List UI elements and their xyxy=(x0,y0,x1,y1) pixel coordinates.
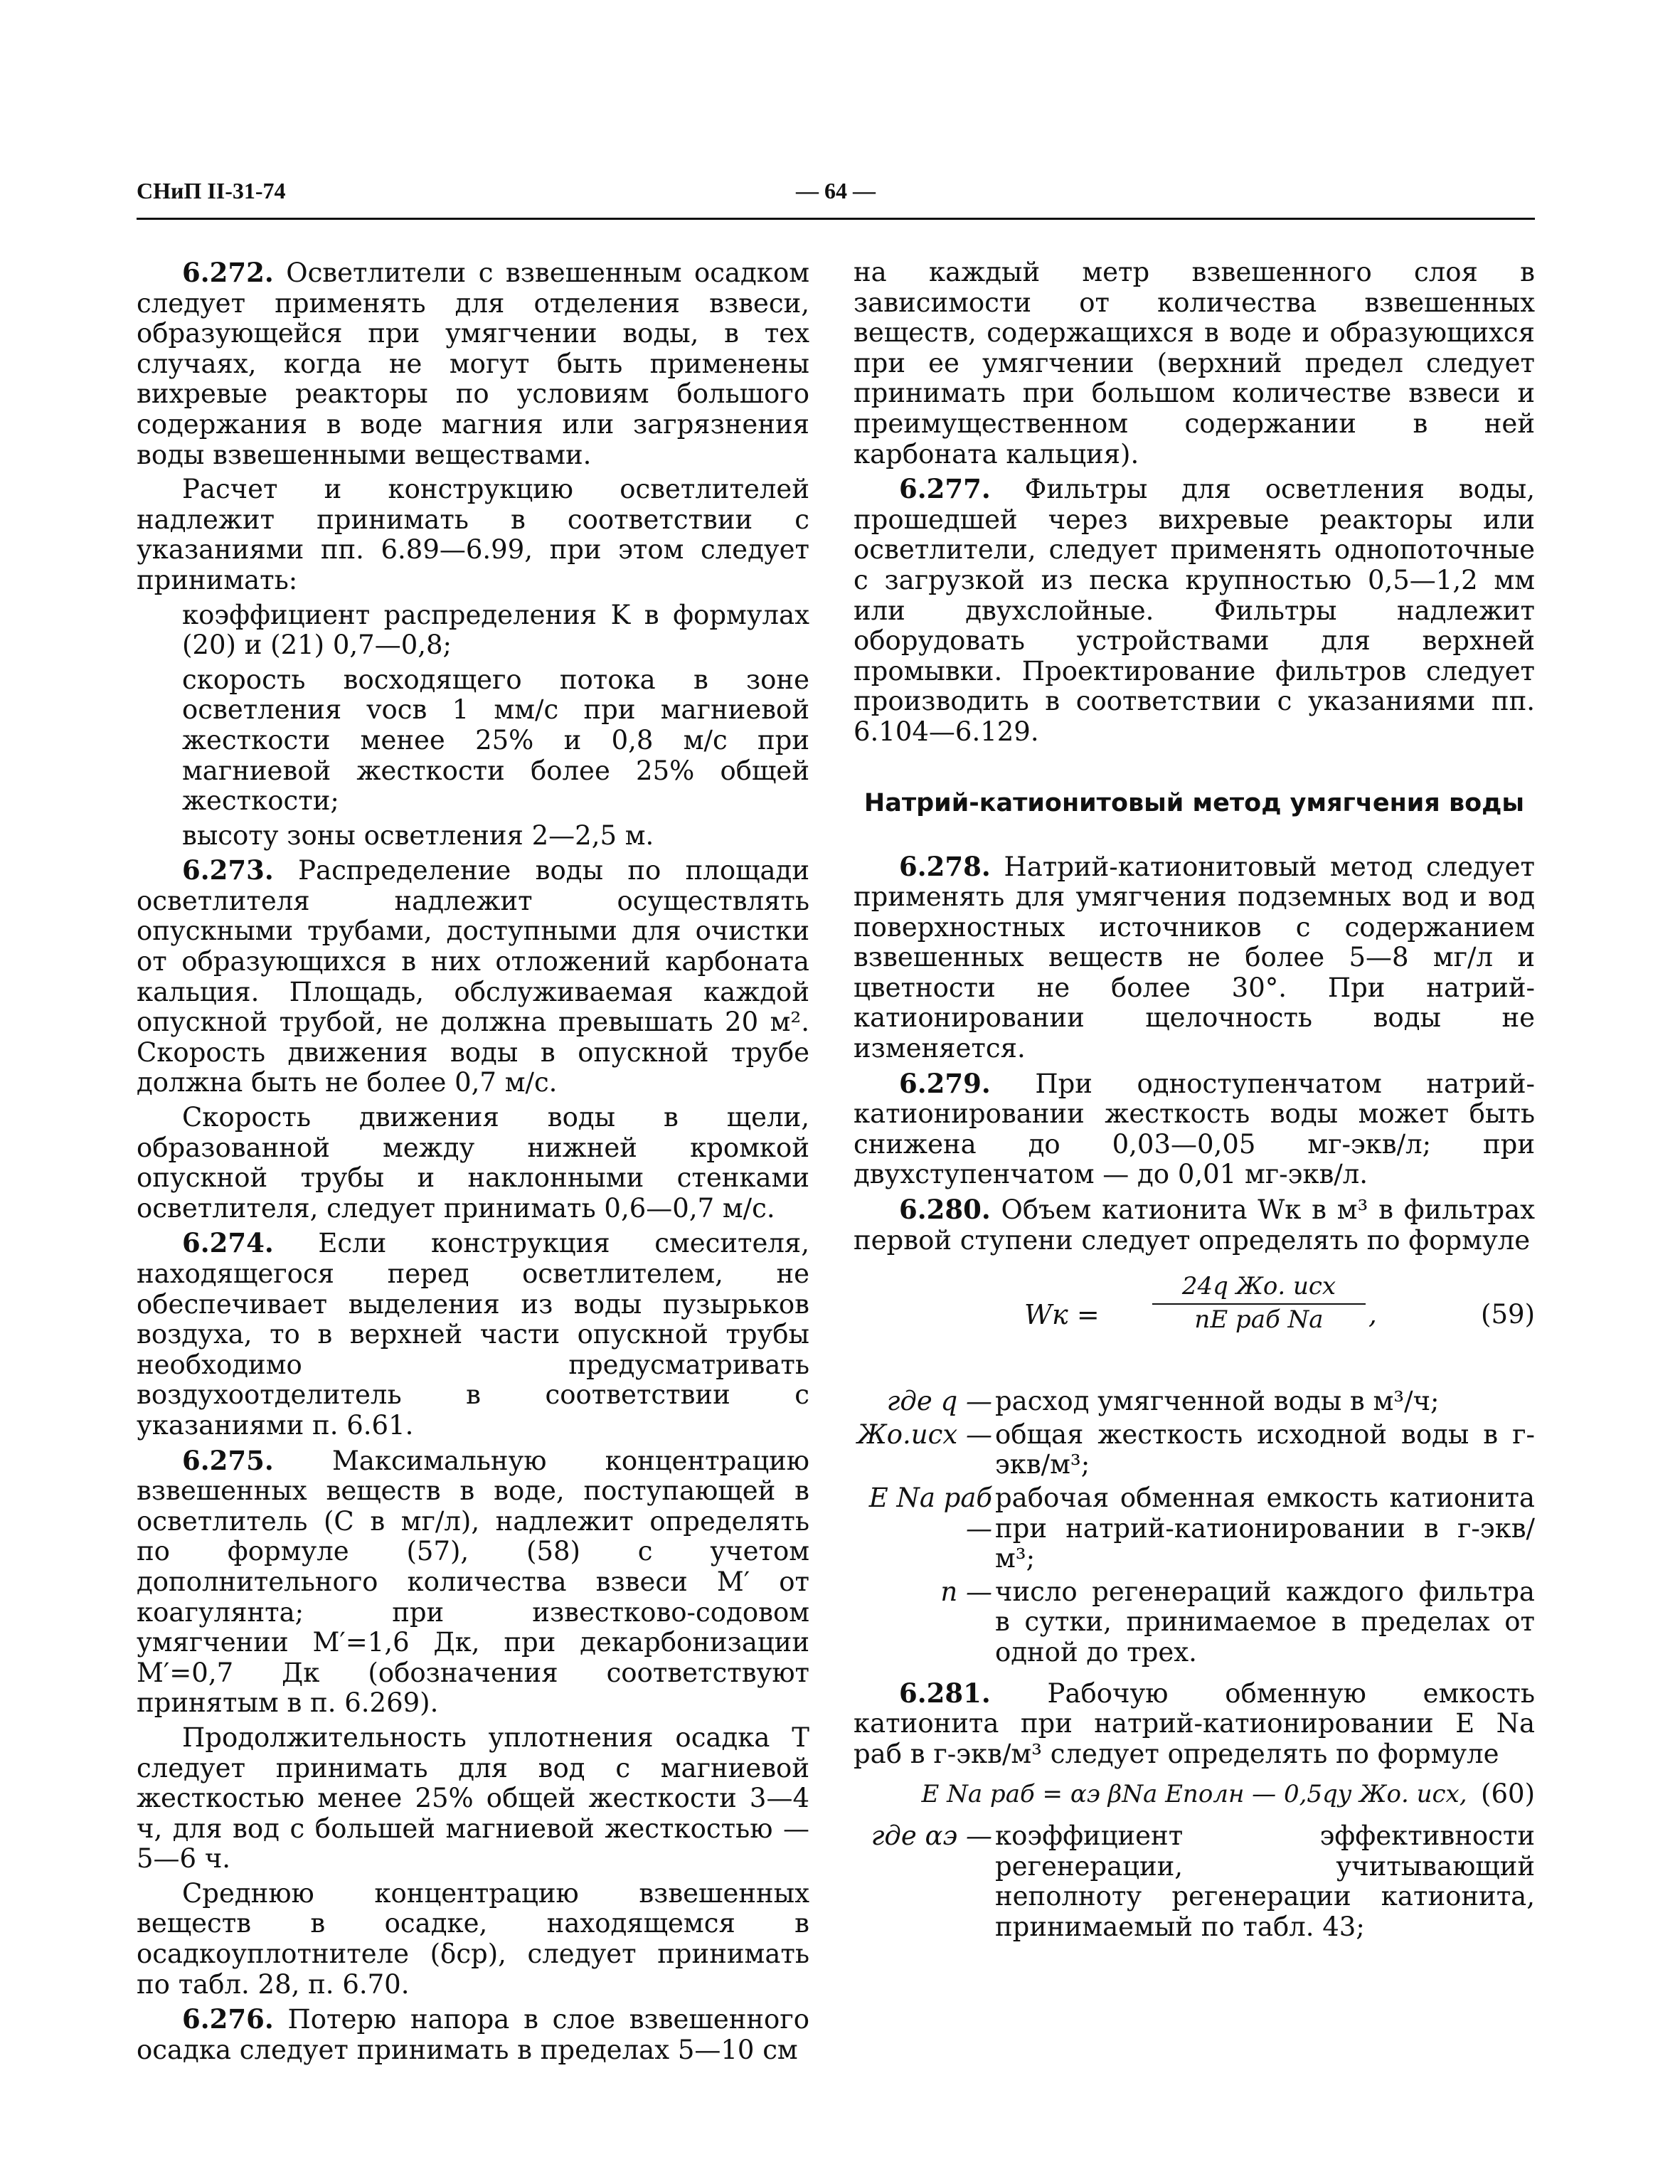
paragraph: 6.279. При одноступенчатом натрий-катионировании жесткость воды может быть снижена до 0,03—0,05 мг-экв/л; при двухступенчатом — до 0,01 мг-экв/л. xyxy=(854,1067,1535,1190)
definition-item: Жо.исх — общая жесткость исходной воды в г-экв/м³; xyxy=(857,1419,1535,1480)
formula-suffix: , xyxy=(1368,1299,1377,1330)
paragraph: Скорость движения воды в щели, образованной между нижней кромкой опускной трубы и наклонными стенками осветлителя, следует принимать 0,6—0,7 м/с. xyxy=(137,1102,809,1224)
paragraph: 6.273. Распределение воды по площади осветлителя надлежит осуществлять опускными трубами, доступными для очистки от образующихся в них отложений карбоната кальция. Площадь, обслуживаемая каждой опускной трубой, не должна превышать 20 м². Скорость движения воды в опускной трубе должна быть не более 0,7 м/с. xyxy=(137,854,809,1098)
paragraph: скорость восходящего потока в зоне осветления vосв 1 мм/с при магниевой жесткости менее 25% и 0,8 м/с при магниевой жесткости более 25% общей жесткости; xyxy=(182,664,809,817)
paragraph: коэффициент распределения K в формулах (20) и (21) 0,7—0,8; xyxy=(182,599,809,661)
formula-expression: E Na раб = αэ βNa Eполн — 0,5qу Жо. исх, xyxy=(921,1780,1467,1809)
paragraph: 6.272. Осветлители с взвешенным осадком следует применять для отделения взвеси, образующейся при умягчении воды, в тех случаях, когда не могут быть применены вихревые реакторы по условиям большого содержания в воде магния или загрязнения воды взвешенными веществами. xyxy=(137,257,809,470)
paragraph: 6.278. Натрий-катионитовый метод следует применять для умягчения подземных вод и вод поверхностных источников с содержанием взвешенных веществ не более 5—8 мг/л и цветности не более 30°. При натрий-катионировании щелочность воды не изменяется. xyxy=(854,850,1535,1064)
formula-60 xyxy=(854,1779,1535,1810)
paragraph: Расчет и конструкцию осветлителей надлежит принимать в соответствии с указаниями пп. 6.89—6.99, при этом следует принимать: xyxy=(137,474,809,595)
definition-item: где αэ — коэффициент эффективности регенерации, учитывающий неполноту регенерации катионита, принимаемый по табл. 43; xyxy=(871,1820,1535,1942)
paragraph: 6.280. Объем катионита Wк в м³ в фильтрах первой ступени следует определять по формуле xyxy=(854,1194,1535,1256)
paragraph: высоту зоны осветления 2—2,5 м. xyxy=(182,820,654,851)
formula-numerator: 24q Жо. исх xyxy=(1152,1271,1366,1305)
definitions-60 xyxy=(854,1821,1535,1942)
page-number: — 64 — xyxy=(796,178,876,203)
equation-number: (59) xyxy=(1481,1299,1535,1330)
paragraph: 6.274. Если конструкция смесителя, находящегося перед осветлителем, не обеспечивает выделения из воды пузырьков воздуха, то в верхней части опускной трубы необходимо предусматривать воздухоотделитель в соответствии с указаниями п. 6.61. xyxy=(137,1227,809,1441)
right-column xyxy=(854,258,1535,1945)
equation-number: (60) xyxy=(1481,1779,1535,1810)
paragraph: 6.281. Рабочую обменную емкость катионита при натрий-катионировании E Na раб в г-экв/м³ следует определять по формуле xyxy=(854,1677,1536,1769)
formula-fraction xyxy=(1152,1271,1366,1335)
paragraph: 6.277. Фильтры для осветления воды, прошедшей через вихревые реакторы или осветлители, следует применять однопоточные с загрузкой из песка крупностью 0,5—1,2 мм или двухслойные. Фильтры надлежит оборудовать устройствами для верхней промывки. Проектирование фильтров следует производить в соответствии с указаниями пп. 6.104—6.129. xyxy=(854,473,1535,747)
paragraph: на каждый метр взвешенного слоя в зависимости от количества взвешенных веществ, содержащихся в воде и образующихся при ее умягчении (верхний предел следует принимать при большом количестве взвеси и преимущественном содержании в ней карбоната кальция). xyxy=(854,257,1535,470)
section-title: Натрий-катионитовый метод умягчения воды xyxy=(863,788,1525,817)
formula-59 xyxy=(854,1266,1535,1372)
paragraph: Среднюю концентрацию взвешенных веществ в осадке, находящемся в осадкоуплотнителе (δср), следует принимать по табл. 28, п. 6.70. xyxy=(137,1877,809,2000)
formula-lhs: Wк = xyxy=(1024,1299,1100,1331)
document-code: СНиП II-31-74 xyxy=(137,178,286,203)
paragraph: Продолжительность уплотнения осадка T следует принимать для вод с магниевой жесткостью менее 25% общей жесткости 3—4 ч, для вод с большей магниевой жесткостью — 5—6 ч. xyxy=(137,1722,809,1875)
left-column xyxy=(137,258,809,2069)
page-header xyxy=(137,178,1535,220)
definitions-59 xyxy=(854,1387,1535,1668)
definition-item: E Na раб — рабочая обменная емкость катионита при натрий-катионировании в г-экв/м³; xyxy=(868,1483,1535,1574)
paragraph: 6.275. Максимальную концентрацию взвешенных веществ в воде, поступающей в осветлитель (C в мг/л), надлежит определять по формуле (57), (58) с учетом дополнительного количества взвеси M′ от коагулянта; при известково-содовом умягчении M′=1,6 Дк, при декарбонизации M′=0,7 Дк (обозначения соответствуют принятым в п. 6.269). xyxy=(137,1444,809,1719)
formula-denominator: nE раб Na xyxy=(1194,1305,1324,1334)
definition-item: n — число регенераций каждого фильтра в сутки, принимаемое в пределах от одной до трех. xyxy=(940,1576,1535,1668)
definition-item: где q — расход умягченной воды в м³/ч; xyxy=(886,1386,1440,1417)
paragraph: 6.276. Потерю напора в слое взвешенного осадка следует принимать в пределах 5—10 см xyxy=(137,2003,809,2065)
